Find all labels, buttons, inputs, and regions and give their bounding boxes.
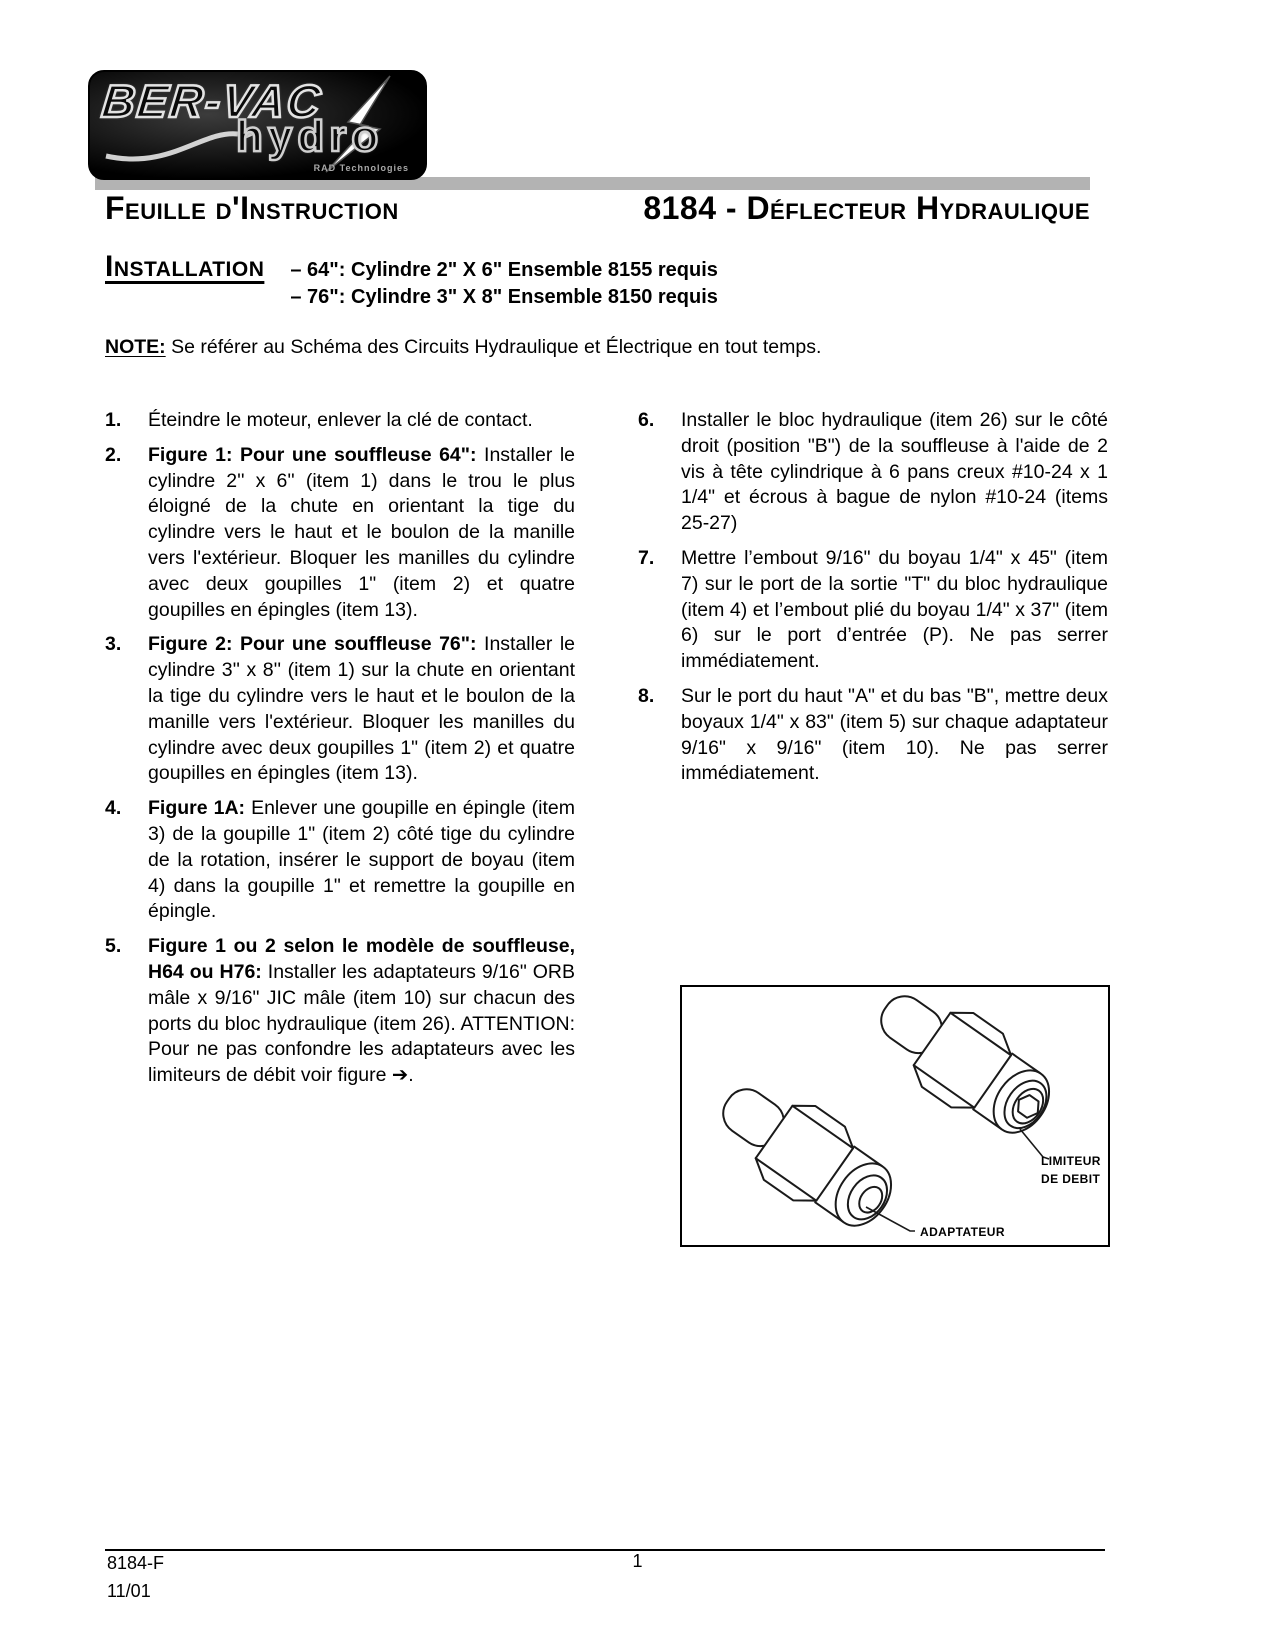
steps-column-left (105, 408, 575, 1098)
step-number: 4. (105, 797, 122, 820)
footer-doc-code: 8184-F (107, 1553, 165, 1573)
step-text: Figure 1: Pour une souffleuse 64": Installer le cylindre 2'' x 6'' (item 1) dans le trou le plus éloigné de la chute en orientant la tige du cylindre vers le haut et le boulon de la manille vers l'extérieur. Bloquer les manilles du cylindre avec deux goupilles 1" (item 2) et quatre goupilles en épingles (item 13). (148, 443, 575, 621)
step-number: 2. (105, 443, 122, 466)
step-number: 6. (638, 409, 655, 431)
step-1 (105, 408, 575, 434)
adapter-label: ADAPTATEUR (920, 1225, 1005, 1239)
step-text: Figure 2: Pour une souffleuse 76": Installer le cylindre 3'' x 8'' (item 1) sur la chute en orientant la tige du cylindre vers le haut et le boulon de la manille vers l'extérieur. Bloquer les manilles du cylindre avec deux goupilles 1" (item 2) et quatre goupilles en épingles (item 13). (148, 633, 575, 785)
step-number: 8. (638, 684, 655, 707)
step-text: Figure 1A: Enlever une goupille en épingle (item 3) de la goupille 1" (item 2) côté tige du cylindre de la rotation, insérer le support de boyau (item 4) dans la goupille 1" et remettre la goupille en épingle. (148, 797, 576, 923)
step-number: 5. (105, 935, 122, 958)
step-4 (105, 796, 575, 925)
requirement-64: – 64": Cylindre 2" X 6" Ensemble 8155 requis (290, 259, 718, 281)
step-3 (105, 632, 575, 787)
fittings-drawing (682, 987, 1108, 1245)
step-number: 7. (638, 546, 655, 569)
step-5 (105, 934, 575, 1089)
step-text: Mettre l’embout 9/16" du boyau 1/4" x 45" (item 7) sur le port de la sortie "T" du bloc hydraulique (item 4) et l’embout plié du boyau 1/4" x 37" (item 6) sur le port d’entrée (P). Ne pas serrer immédiatement. (681, 546, 1108, 673)
product-title: 8184 - Déflecteur Hydraulique (643, 190, 1090, 226)
sheet-title: Feuille d'Instruction (105, 190, 399, 226)
step-number: 1. (105, 409, 122, 431)
logo-brand-text: BER-VAC (99, 75, 325, 127)
adapter-fitting-drawing (702, 1063, 908, 1245)
note-text: Se référer au Schéma des Circuits Hydraulique et Électrique en tout temps. (165, 336, 822, 358)
note-line (105, 336, 821, 359)
swoosh-shape (106, 134, 238, 159)
step-2 (105, 443, 575, 624)
step-text: Figure 1 ou 2 selon le modèle de souffleuse, H64 ou H76: Installer les adaptateurs 9/16" ORB mâle x 9/16" JIC mâle (item 10) sur chacun des ports du bloc hydraulique (item 26). ATTENTION: Pour ne pas confondre les adaptateurs avec les limiteurs de débit voir figure ➔. (148, 935, 575, 1087)
installation-heading: Installation (105, 250, 265, 283)
limiter-label-line2: DE DEBIT (1041, 1172, 1101, 1186)
footer-page-number: 1 (632, 1551, 643, 1571)
steps-column-right (638, 408, 1108, 796)
footer-revision: 11/01 (107, 1581, 151, 1601)
step-8 (638, 684, 1108, 787)
bervac-logo (88, 70, 427, 180)
flow-limiter-fitting-drawing (860, 987, 1066, 1152)
figure-adapter-vs-limiter (680, 985, 1110, 1247)
limiter-label-line1: LIMITEUR (1041, 1154, 1101, 1168)
step-number: 3. (105, 633, 122, 656)
step-text: Éteindre le moteur, enlever la clé de contact. (148, 409, 533, 431)
logo-sub-brand-text: hydro (236, 112, 384, 161)
step-7 (638, 546, 1108, 675)
step-text: Installer le bloc hydraulique (item 26) sur le côté droit (position "B") de la souffleuse à l'aide de 2 vis à tête cylindrique à 6 pans creux #10-24 x 1 1/4" et écrous à bague de nylon #10-24 (items 25-27) (681, 409, 1108, 535)
logo-tagline: RAD Technologies (313, 163, 409, 173)
installation-section-header (105, 250, 718, 311)
step-text: Sur le port du haut "A" et du bas "B", mettre deux boyaux 1/4" x 83" (item 5) sur chaque adaptateur 9/16" x 9/16" (item 10). Ne pas serrer immédiatement. (681, 684, 1108, 785)
note-label: NOTE: (105, 336, 166, 358)
step-6 (638, 408, 1108, 537)
header (105, 190, 1090, 227)
installation-requirements (290, 257, 718, 311)
requirement-76: – 76": Cylindre 3" X 8" Ensemble 8150 requis (290, 286, 718, 308)
